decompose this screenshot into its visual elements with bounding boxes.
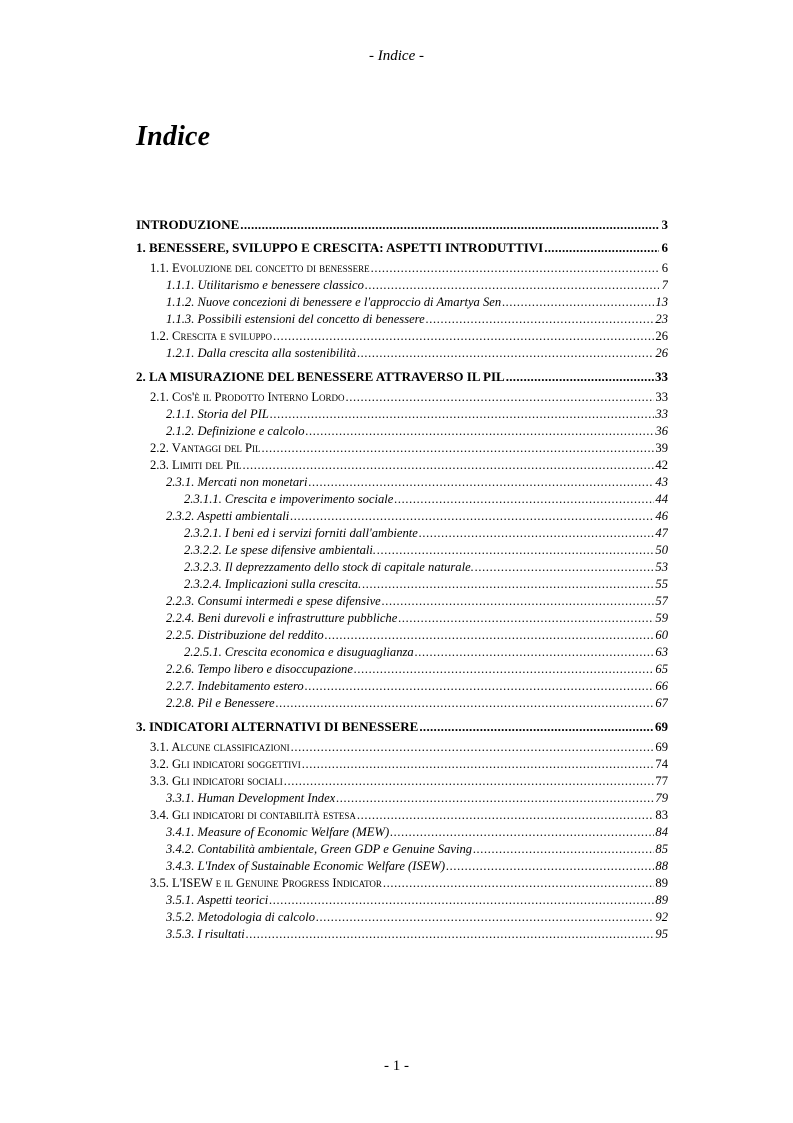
toc-dot-leader (269, 892, 654, 909)
toc-entry-label: 2.3.1. Mercati non monetari (166, 475, 308, 489)
toc-entry-level-3[interactable] (136, 661, 668, 678)
toc-entry-label: 2.1.2. Definizione e calcolo (166, 424, 305, 438)
toc-entry-label: 1.1.1. Utilitarismo e benessere classico (166, 278, 364, 292)
toc-dot-leader (446, 858, 654, 875)
toc-entry-level-3[interactable] (136, 311, 668, 328)
toc-dot-leader (544, 239, 659, 256)
toc-entry-level-3[interactable] (136, 790, 668, 807)
toc-dot-leader (336, 790, 654, 807)
toc-entry-label: 2.3.1.1. Crescita e impoverimento sociale (184, 492, 394, 506)
toc-entry-page: 95 (655, 927, 668, 941)
toc-entry-level-3[interactable] (136, 423, 668, 440)
toc-entry-page: 69 (655, 740, 668, 754)
toc-entry-page: 43 (655, 475, 668, 489)
toc-dot-leader (354, 661, 654, 678)
toc-entry-label: 3.2. Gli indicatori soggettivi (150, 757, 301, 771)
toc-entry-page: 50 (655, 543, 668, 557)
toc-dot-leader (383, 875, 654, 892)
toc-entry-level-1[interactable] (136, 239, 668, 256)
toc-entry-label: 2.1. Cos'è il Prodotto Interno Lordo (150, 390, 345, 404)
toc-dot-leader (346, 389, 655, 406)
toc-dot-leader (394, 491, 654, 508)
toc-entry-label: 2.3.2.3. Il deprezzamento dello stock di capitale naturale. (184, 560, 474, 574)
toc-entry-level-3[interactable] (136, 858, 668, 875)
toc-entry-label: 2.3.2.4. Implicazioni sulla crescita. (184, 577, 362, 591)
toc-entry-label: 1.1.3. Possibili estensioni del concetto di benessere (166, 312, 425, 326)
toc-entry-label: 3.5. L'ISEW e il Genuine Progress Indicator (150, 876, 382, 890)
toc-entry-label: 3.4.1. Measure of Economic Welfare (MEW) (166, 825, 390, 839)
toc-entry-label: 3.3.1. Human Development Index (166, 791, 336, 805)
page-title: Indice (136, 121, 211, 152)
toc-entry-level-2[interactable] (136, 807, 668, 824)
toc-entry-page: 46 (655, 509, 668, 523)
toc-entry-label: 2.2.8. Pil e Benessere (166, 696, 275, 710)
toc-entry-page: 6 (661, 240, 668, 255)
toc-entry-level-3[interactable] (136, 824, 668, 841)
toc-entry-label: 2.2.5.1. Crescita economica e disuguaglianza (184, 645, 414, 659)
toc-entry-level-4[interactable] (136, 525, 668, 542)
toc-entry-level-3[interactable] (136, 508, 668, 525)
toc-entry-level-2[interactable] (136, 773, 668, 790)
toc-dot-leader (309, 474, 655, 491)
toc-entry-level-3[interactable] (136, 277, 668, 294)
toc-entry-page: 88 (655, 859, 668, 873)
toc-entry-page: 60 (655, 628, 668, 642)
toc-dot-leader (377, 542, 654, 559)
toc-entry-label: 1.2.1. Dalla crescita alla sostenibilità (166, 346, 357, 360)
toc-entry-level-3[interactable] (136, 695, 668, 712)
toc-dot-leader (246, 926, 655, 943)
toc-dot-leader (362, 576, 654, 593)
toc-entry-label: 2.3.2.1. I beni ed i servizi forniti dall'ambiente (184, 526, 418, 540)
toc-entry-page: 67 (655, 696, 668, 710)
toc-entry-label: 3.4.3. L'Index of Sustainable Economic Welfare (ISEW) (166, 859, 446, 873)
toc-entry-page: 89 (655, 893, 668, 907)
toc-entry-level-3[interactable] (136, 294, 668, 311)
toc-entry-level-4[interactable] (136, 559, 668, 576)
toc-dot-leader (316, 909, 654, 926)
toc-entry-page: 26 (655, 346, 668, 360)
toc-entry-label: 3.4. Gli indicatori di contabilità estesa (150, 808, 356, 822)
toc-dot-leader (357, 807, 655, 824)
toc-entry-label: 2.3.2.2. Le spese difensive ambientali. (184, 543, 377, 557)
toc-entry-label: 2.2.6. Tempo libero e disoccupazione (166, 662, 353, 676)
toc-entry-page: 74 (655, 757, 668, 771)
toc-entry-level-3[interactable] (136, 909, 668, 926)
toc-entry-level-3[interactable] (136, 474, 668, 491)
toc-entry-label: 2.2.5. Distribuzione del reddito (166, 628, 324, 642)
toc-dot-leader (291, 739, 655, 756)
toc-entry-page: 69 (655, 719, 668, 734)
toc-entry-page: 26 (655, 329, 668, 343)
toc-entry-label: 3.5.3. I risultati (166, 927, 245, 941)
toc-entry-level-2[interactable] (136, 260, 668, 277)
toc-entry-label: 2.3. Limiti del Pil (150, 458, 242, 472)
toc-entry-label: 3.1. Alcune classificazioni (150, 740, 290, 754)
toc-entry-page: 6 (661, 261, 668, 275)
toc-entry-page: 39 (655, 441, 668, 455)
toc-dot-leader (302, 756, 655, 773)
toc-entry-label: 2.2.4. Beni durevoli e infrastrutture pubbliche (166, 611, 398, 625)
toc-entry-label: 2.3.2. Aspetti ambientali (166, 509, 290, 523)
toc-entry-level-2[interactable] (136, 457, 668, 474)
toc-entry-page: 44 (655, 492, 668, 506)
toc-dot-leader (306, 423, 655, 440)
toc-entry-page: 33 (655, 369, 668, 384)
toc-entry-page: 85 (655, 842, 668, 856)
toc-entry-page: 77 (655, 774, 668, 788)
toc-dot-leader (371, 260, 659, 277)
toc-entry-level-3[interactable] (136, 406, 668, 423)
running-header: - Indice - (369, 48, 424, 64)
toc-entry-level-1[interactable] (136, 718, 668, 735)
toc-entry-page: 57 (655, 594, 668, 608)
toc-entry-level-2[interactable] (136, 440, 668, 457)
toc-dot-leader (305, 678, 655, 695)
toc-entry-label: 3.5.2. Metodologia di calcolo (166, 910, 316, 924)
toc-entry-level-2[interactable] (136, 756, 668, 773)
toc-entry-level-3[interactable] (136, 627, 668, 644)
toc-entry-page: 89 (655, 876, 668, 890)
toc-dot-leader (240, 216, 659, 233)
toc-entry-label: 2.2.3. Consumi intermedi e spese difensive (166, 594, 381, 608)
toc-entry-level-3[interactable] (136, 678, 668, 695)
toc-entry-label: 1.1. Evoluzione del concetto di benessere (150, 261, 370, 275)
toc-entry-page: 23 (655, 312, 668, 326)
toc-dot-leader (261, 440, 654, 457)
toc-entry-page: 84 (655, 825, 668, 839)
toc-entry-label: 3.3. Gli indicatori sociali (150, 774, 283, 788)
toc-entry-page: 33 (655, 407, 668, 421)
toc-dot-leader (426, 311, 655, 328)
toc-dot-leader (419, 525, 655, 542)
toc-entry-page: 55 (655, 577, 668, 591)
toc-dot-leader (325, 627, 655, 644)
toc-dot-leader (419, 718, 654, 735)
toc-entry-label: 3.4.2. Contabilità ambientale, Green GDP e Genuine Saving (166, 842, 473, 856)
toc-entry-page: 79 (655, 791, 668, 805)
toc-dot-leader (270, 406, 655, 423)
toc-entry-page: 59 (655, 611, 668, 625)
toc-entry-label: 1.2. Crescita e sviluppo (150, 329, 273, 343)
toc-entry-page: 7 (661, 278, 668, 292)
toc-entry-page: 63 (655, 645, 668, 659)
toc-entry-page: 47 (655, 526, 668, 540)
toc-dot-leader (365, 277, 659, 294)
toc-entry-page: 3 (661, 217, 668, 232)
toc-entry-page: 66 (655, 679, 668, 693)
toc-dot-leader (473, 841, 654, 858)
toc-dot-leader (357, 345, 654, 362)
toc-entry-level-4[interactable] (136, 576, 668, 593)
toc-entry-label: 2.2.7. Indebitamento estero (166, 679, 304, 693)
toc-entry-label: 3. INDICATORI ALTERNATIVI DI BENESSERE (136, 719, 419, 734)
toc-entry-page: 53 (655, 560, 668, 574)
toc-entry-page: 83 (655, 808, 668, 822)
toc-dot-leader (276, 695, 655, 712)
toc-entry-page: 65 (655, 662, 668, 676)
toc-entry-label: 1.1.2. Nuove concezioni di benessere e l'approccio di Amartya Sen (166, 295, 502, 309)
toc-entry-page: 36 (655, 424, 668, 438)
toc-dot-leader (506, 368, 654, 385)
toc-entry-level-3[interactable] (136, 593, 668, 610)
toc-entry-level-1[interactable] (136, 216, 668, 233)
toc-entry-level-4[interactable] (136, 491, 668, 508)
toc-entry-level-3[interactable] (136, 345, 668, 362)
toc-entry-level-3[interactable] (136, 610, 668, 627)
toc-entry-level-3[interactable] (136, 892, 668, 909)
toc-entry-level-3[interactable] (136, 926, 668, 943)
toc-dot-leader (398, 610, 654, 627)
toc-entry-label: 3.5.1. Aspetti teorici (166, 893, 269, 907)
toc-entry-level-4[interactable] (136, 542, 668, 559)
toc-dot-leader (502, 294, 654, 311)
toc-dot-leader (475, 559, 655, 576)
toc-entry-level-4[interactable] (136, 644, 668, 661)
toc-entry-level-1[interactable] (136, 368, 668, 385)
toc-entry-label: 2.1.1. Storia del PIL (166, 407, 269, 421)
toc-entry-label: 1. BENESSERE, SVILUPPO E CRESCITA: ASPETTI INTRODUTTIVI (136, 240, 544, 255)
toc-entry-level-2[interactable] (136, 389, 668, 406)
toc-entry-level-2[interactable] (136, 875, 668, 892)
toc-dot-leader (243, 457, 655, 474)
toc-entry-page: 92 (655, 910, 668, 924)
toc-entry-label: 2. LA MISURAZIONE DEL BENESSERE ATTRAVERSO IL PIL (136, 369, 505, 384)
table-of-contents (136, 216, 668, 943)
page-number: - 1 - (384, 1058, 409, 1074)
toc-dot-leader (382, 593, 655, 610)
toc-dot-leader (390, 824, 654, 841)
toc-entry-page: 42 (655, 458, 668, 472)
toc-entry-level-2[interactable] (136, 739, 668, 756)
toc-entry-label: 2.2. Vantaggi del Pil (150, 441, 261, 455)
toc-entry-label: INTRODUZIONE (136, 217, 240, 232)
toc-entry-level-2[interactable] (136, 328, 668, 345)
toc-dot-leader (273, 328, 654, 345)
toc-dot-leader (290, 508, 654, 525)
toc-entry-level-3[interactable] (136, 841, 668, 858)
toc-entry-page: 13 (655, 295, 668, 309)
toc-dot-leader (284, 773, 655, 790)
toc-dot-leader (415, 644, 655, 661)
toc-entry-page: 33 (655, 390, 668, 404)
